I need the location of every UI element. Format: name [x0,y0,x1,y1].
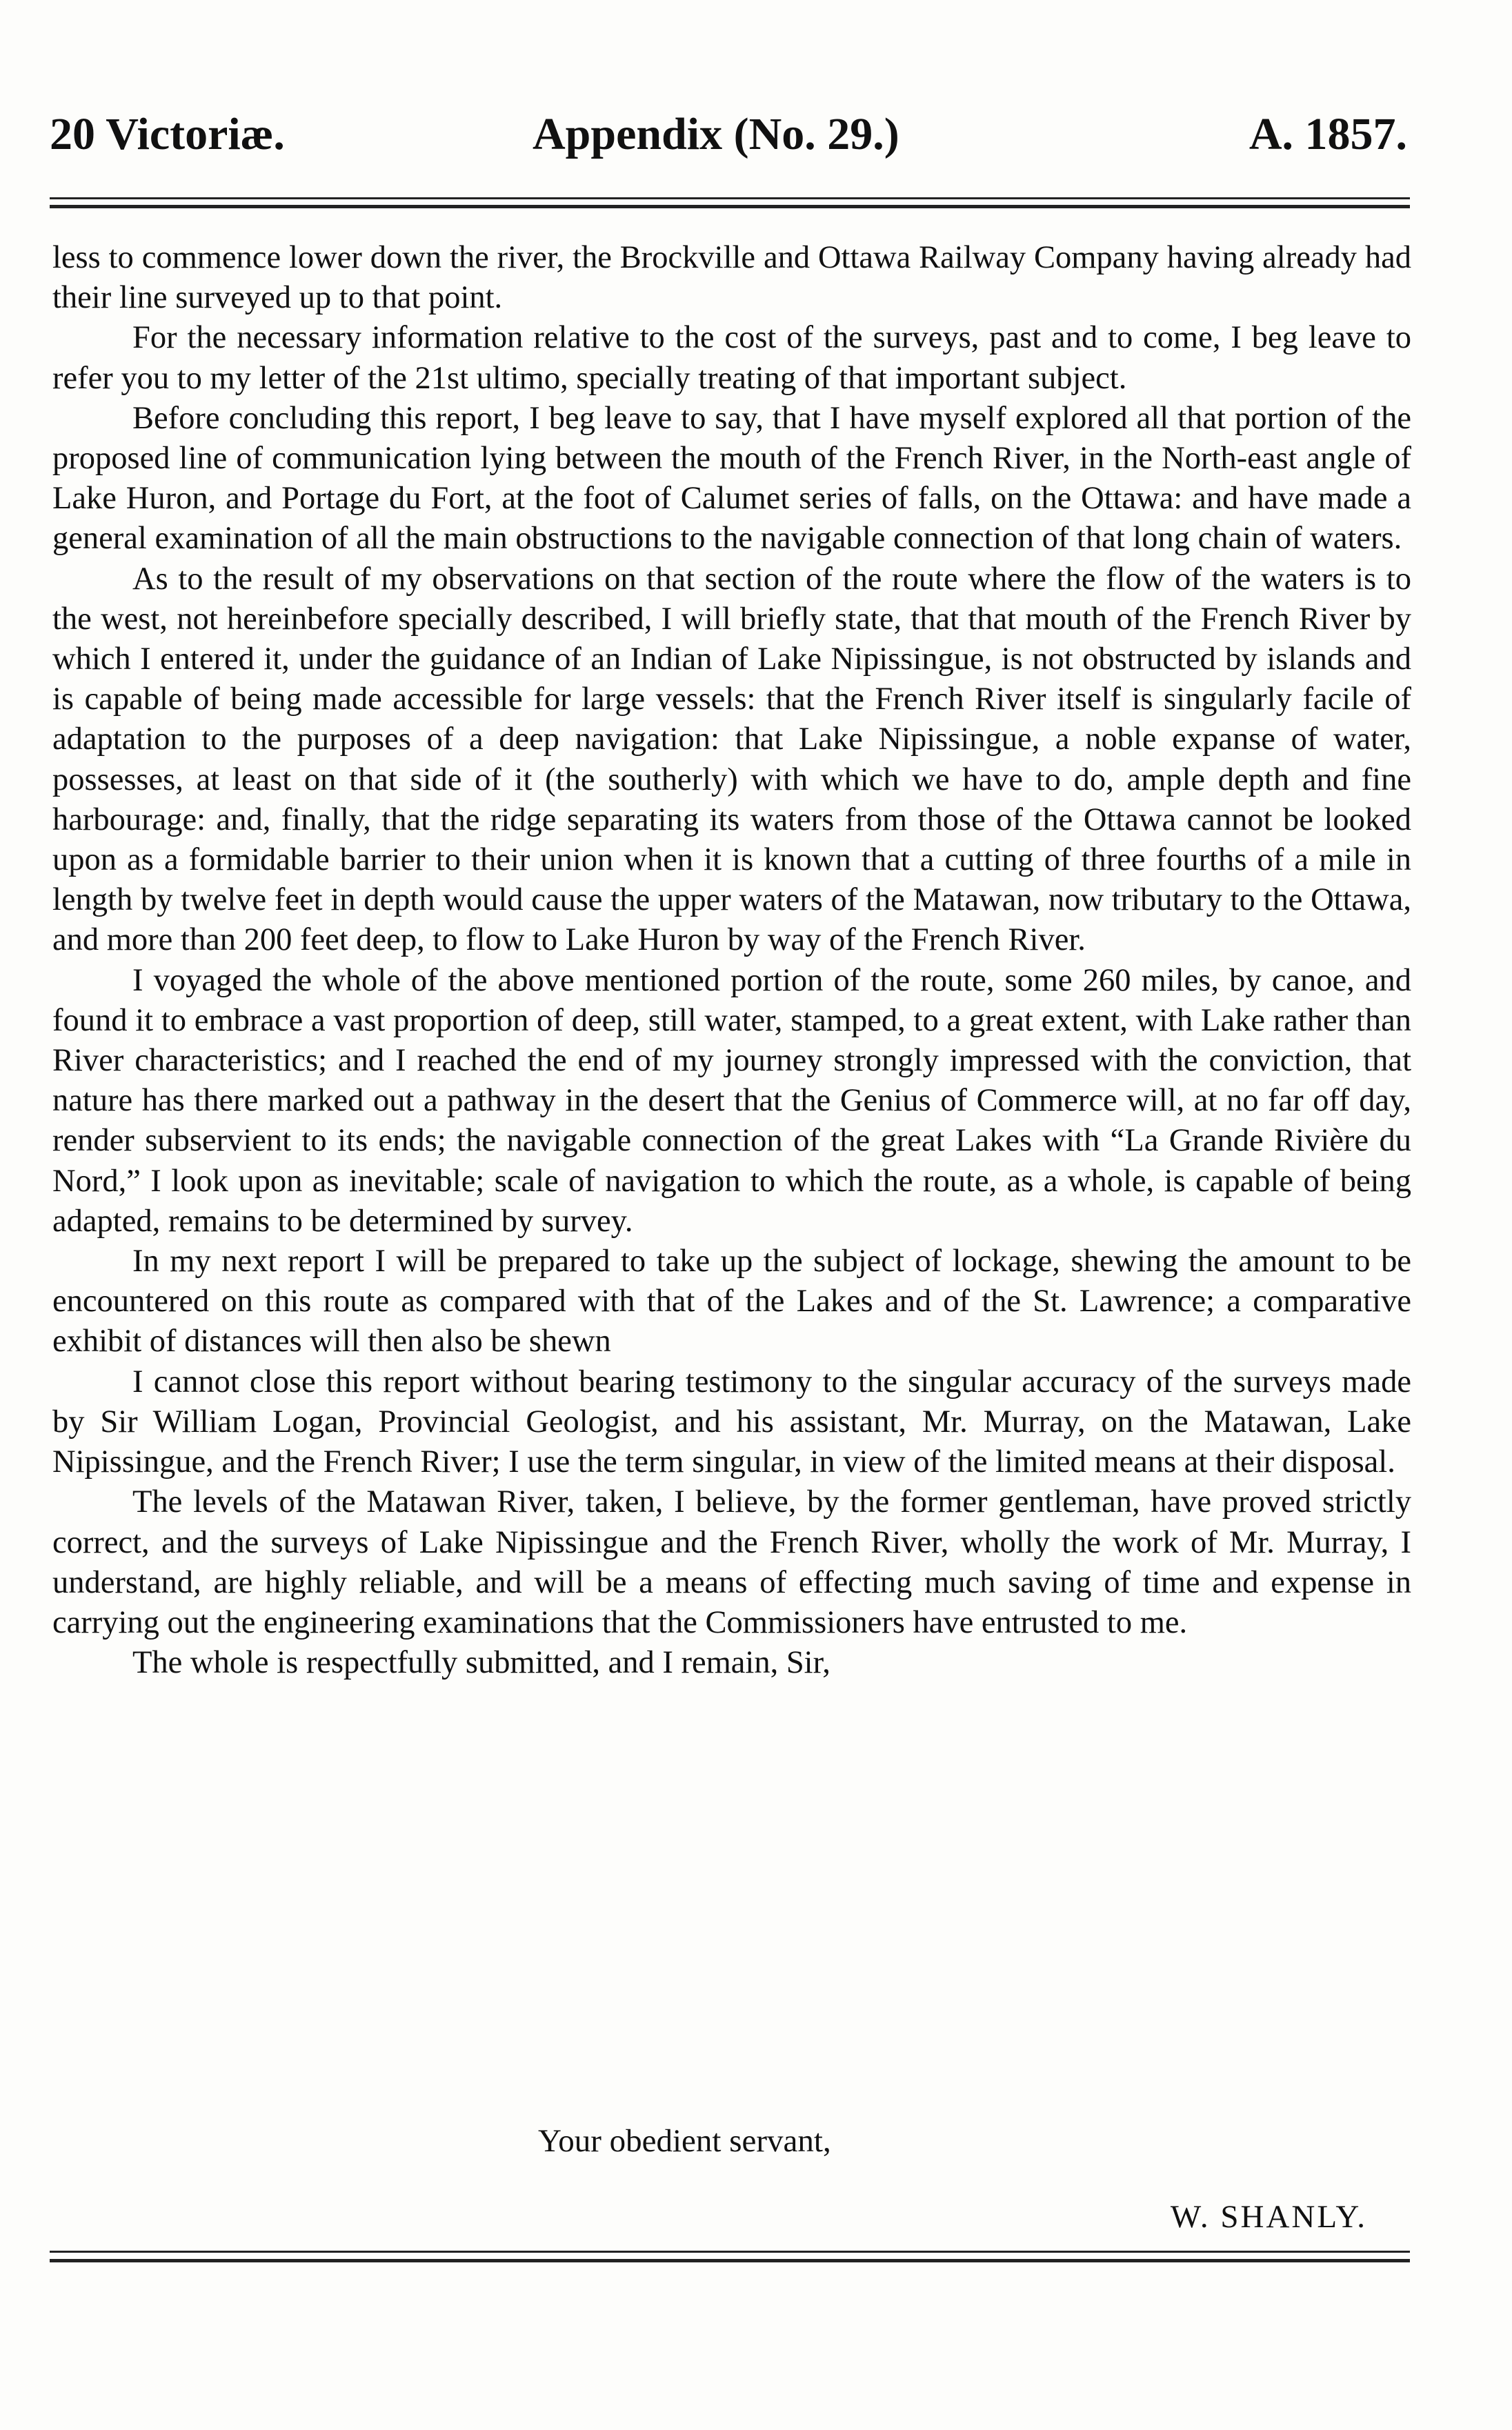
paragraph: As to the result of my observations on that section of the route where the flow of the waters is to the west, not hereinbefore specially described, I will briefly state, that that mouth of the French River by which I entered it, under the guidance of an Indian of Lake Nipissingue, is not obstructed by islands and is capable of being made accessible for large vessels: that the French River itself is singularly facile of adaptation to the purposes of a deep navigation: that Lake Nipissingue, a noble expanse of water, possesses, at least on that side of it (the southerly) with which we have to do, ample depth and fine harbourage: and, finally, that the ridge separating its waters from those of the Ottawa cannot be looked upon as a formidable barrier to their union when it is known that a cutting of three fourths of a mile in length by twelve feet in depth would cause the upper waters of the Matawan, now tributary to the Ottawa, and more than 200 feet deep, to flow to Lake Huron by way of the French River. [52,561,1411,958]
page-header [50,103,1407,166]
header-rule-thin [50,197,1410,199]
header-session: 20 Victoriæ. [50,109,285,159]
paragraph: The whole is respectfully submitted, and I remain, Sir, [132,1645,830,1681]
paragraph: I cannot close this report without bearing testimony to the singular accuracy of the surveys made by Sir William Logan, Provincial Geologist, and his assistant, Mr. Murray, on the Matawan, Lake Nipissingue, and the French River; I use the term singular, in view of the limited means at their disposal. [52,1364,1411,1480]
header-year: A. 1857. [1249,109,1407,159]
paragraph: I voyaged the whole of the above mentioned portion of the route, some 260 miles, by canoe, and found it to embrace a vast proportion of deep, still water, stamped, to a great extent, with Lake rather than River characteristics; and I reached the end of my journey strongly impressed with the conviction, that nature has there marked out a pathway in the desert that the Genius of Commerce will, at no far off day, render subservient to its ends; the navigable connection of the great Lakes with “La Grande Rivière du Nord,” I look upon as inevitable; scale of navigation to which the route, as a whole, is capable of being adapted, remains to be determined by survey. [52,962,1411,1239]
paragraph: In my next report I will be prepared to take up the subject of lockage, shewing the amount to be encountered on this route as compared with that of the Lakes and of the St. Lawrence; a comparative exhibit of distances will then also be shewn [52,1244,1411,1360]
footer-rule-thin [50,2251,1410,2253]
signature: W. SHANLY. [1170,2199,1367,2235]
header-rule-thick [50,205,1410,208]
paragraph: less to commence lower down the river, the Brockville and Ottawa Railway Company having already had their line surveyed up to that point. [52,240,1411,316]
footer-rule-thick [50,2259,1410,2262]
header-appendix: Appendix (No. 29.) [533,109,899,159]
closing-salutation: Your obedient servant, [538,2123,831,2159]
paragraph: For the necessary information relative to the cost of the surveys, past and to come, I beg leave to refer you to my letter of the 21st ultimo, specially treating of that important subject. [52,320,1411,396]
report-body [52,238,1411,1683]
paragraph: Before concluding this report, I beg leave to say, that I have myself explored all that portion of the proposed line of communication lying between the mouth of the French River, in the North-east angle of Lake Huron, and Portage du Fort, at the foot of Calumet series of falls, on the Ottawa: and have made a general examination of all the main obstructions to the navigable connection of that long chain of waters. [52,400,1411,557]
paragraph: The levels of the Matawan River, taken, I believe, by the former gentleman, have proved strictly correct, and the surveys of Lake Nipissingue and the French River, wholly the work of Mr. Murray, I understand, are highly reliable, and will be a means of effecting much saving of time and expense in carrying out the engineering examinations that the Commissioners have entrusted to me. [52,1484,1411,1640]
